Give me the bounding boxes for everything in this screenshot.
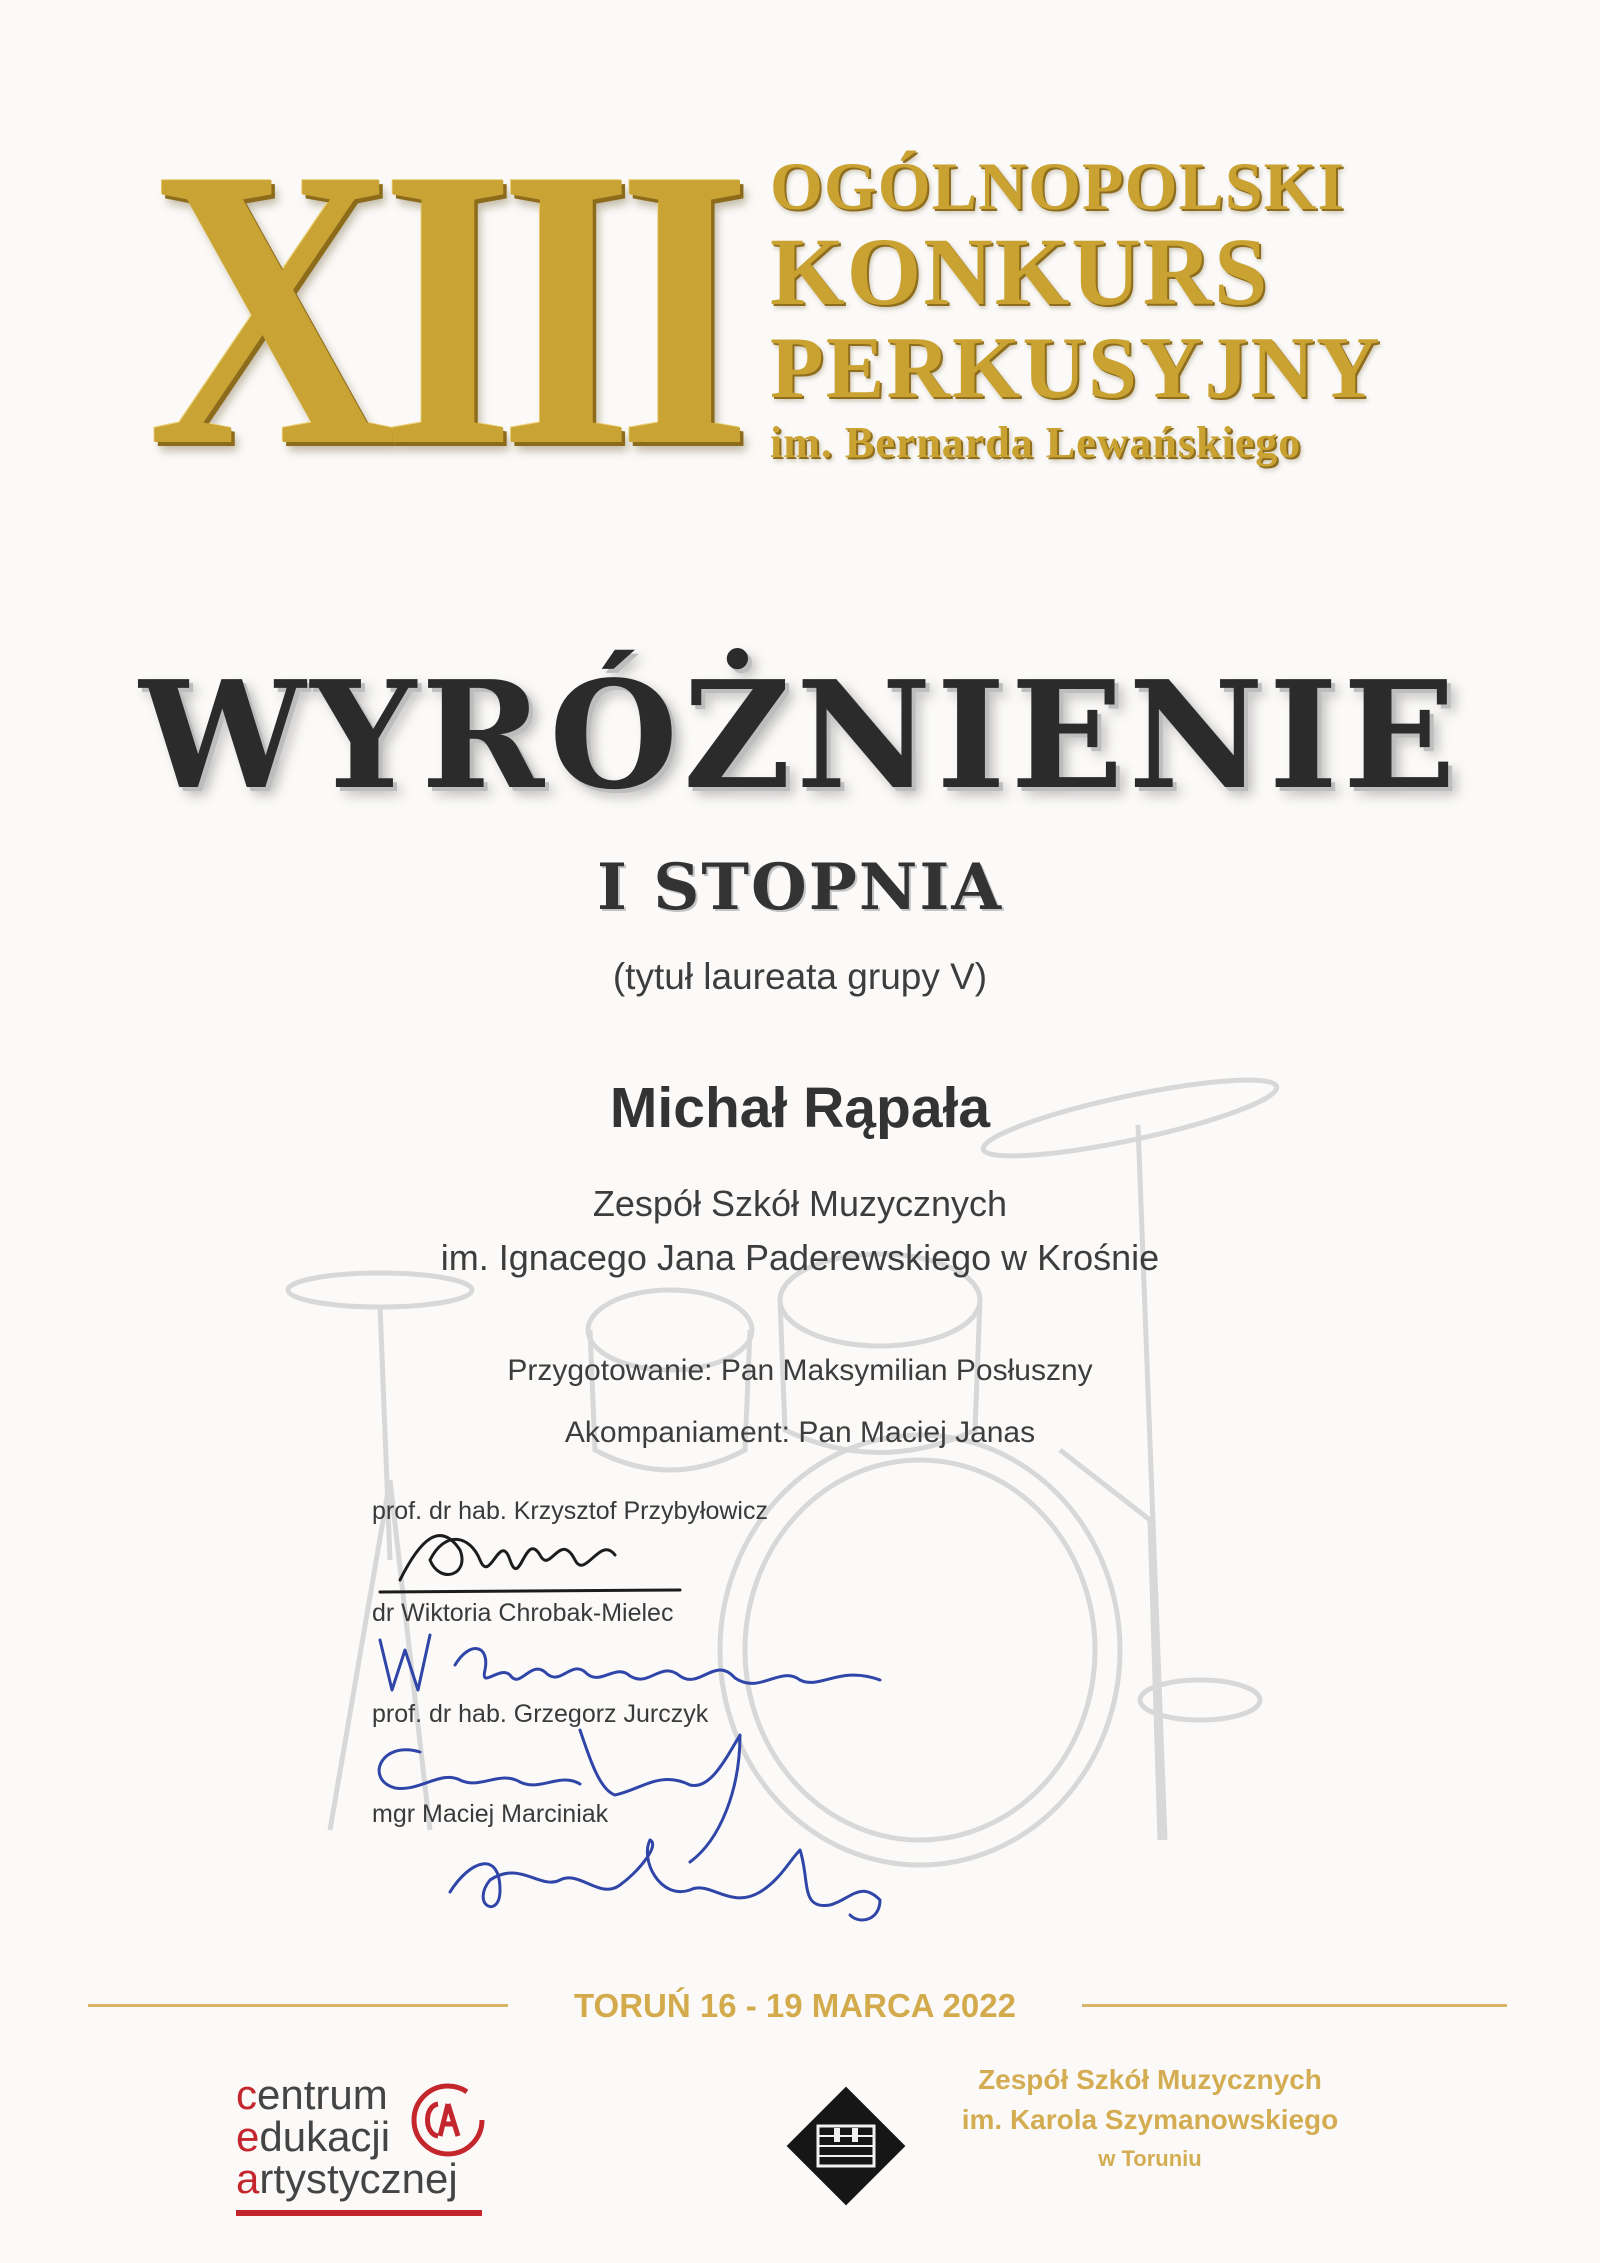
jury-member-3: prof. dr hab. Grzegorz Jurczyk bbox=[372, 1700, 709, 1728]
award-subtitle: (tytuł laureata grupy V) bbox=[612, 956, 988, 997]
cea-line-2: edukacji bbox=[236, 2113, 391, 2160]
school-name-line2: im. Ignacego Jana Paderewskiego w Krośnie bbox=[440, 1237, 1160, 1278]
contest-patron: im. Bernarda Lewańskiego bbox=[770, 418, 1302, 467]
contest-title-line3: PERKUSYJNY bbox=[770, 320, 1382, 417]
cea-underline bbox=[236, 2210, 482, 2216]
contest-title-line2: KONKURS bbox=[770, 218, 1270, 325]
cea-monogram-icon bbox=[408, 2080, 488, 2160]
cea-line-1: centrum bbox=[236, 2071, 388, 2118]
jury-member-1: prof. dr hab. Krzysztof Przybyłowicz bbox=[372, 1497, 768, 1525]
jury-member-4: mgr Maciej Marciniak bbox=[372, 1800, 609, 1828]
award-degree: I STOPNIA bbox=[596, 850, 1004, 925]
school-name-line1: Zespół Szkół Muzycznych bbox=[592, 1183, 1008, 1224]
contest-title bbox=[770, 150, 1450, 470]
host-school-line2: im. Karola Szymanowskiego bbox=[961, 2104, 1339, 2135]
host-school-logo-icon bbox=[776, 2076, 916, 2216]
cea-line-3: artystycznej bbox=[236, 2155, 458, 2202]
footer-rule-left bbox=[88, 2004, 508, 2007]
accompanist: Akompaniament: Pan Maciej Janas bbox=[564, 1416, 1036, 1449]
contest-title-line1: OGÓLNOPOLSKI bbox=[770, 148, 1345, 224]
preparation-teacher: Przygotowanie: Pan Maksymilian Posłuszny bbox=[507, 1354, 1093, 1387]
place-and-date: TORUŃ 16 - 19 MARCA 2022 bbox=[574, 1987, 1016, 2024]
award-title: WYRÓŻNIENIE bbox=[139, 648, 1461, 822]
host-school-line1: Zespół Szkół Muzycznych bbox=[978, 2064, 1322, 2095]
edition-roman-numeral: XIII bbox=[148, 86, 737, 529]
host-school-line3: w Toruniu bbox=[1098, 2146, 1202, 2171]
jury-member-2: dr Wiktoria Chrobak-Mielec bbox=[372, 1599, 674, 1627]
laureate-name: Michał Rąpała bbox=[609, 1076, 991, 1140]
footer-rule-right bbox=[1082, 2004, 1507, 2007]
